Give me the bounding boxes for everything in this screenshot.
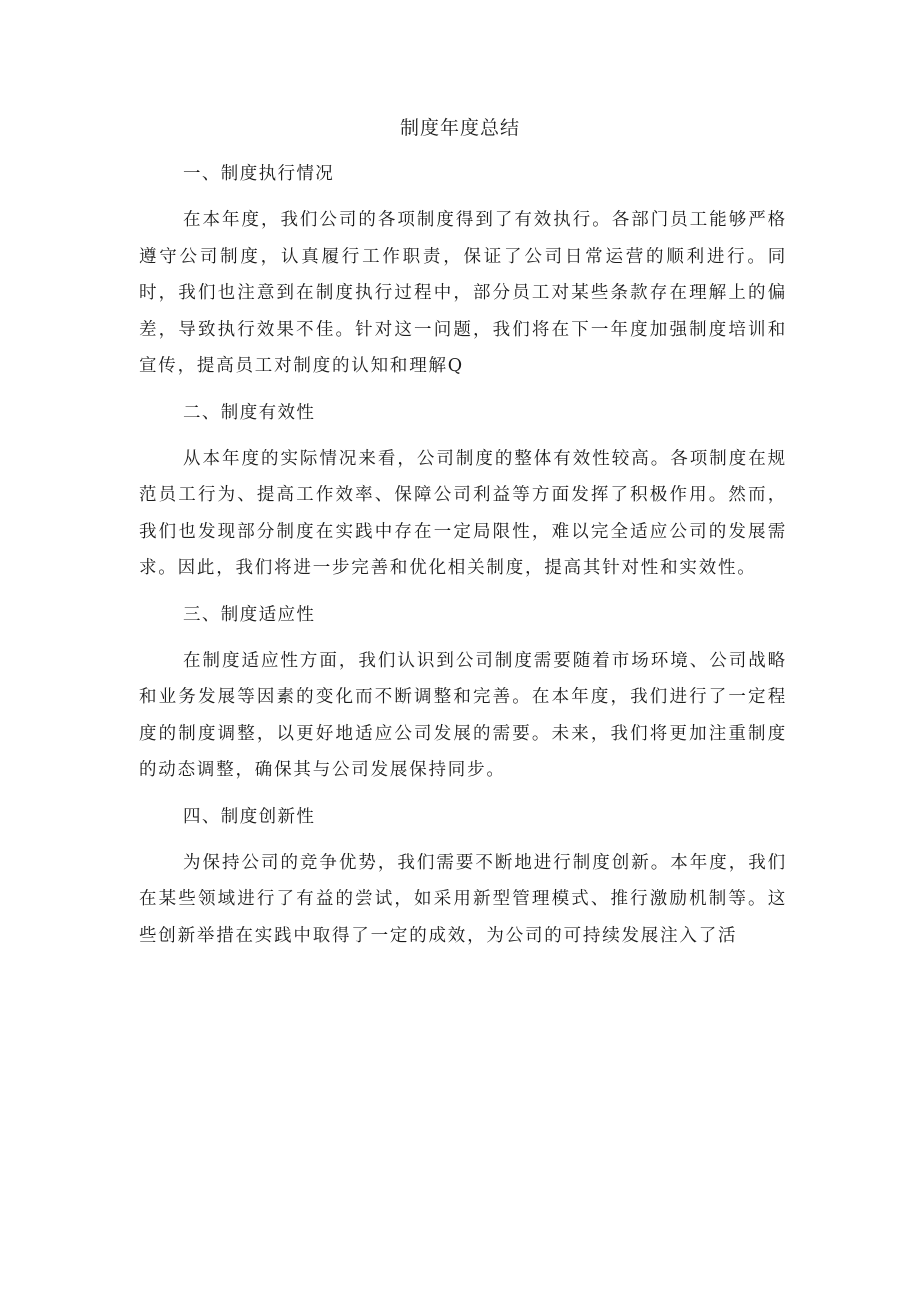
- section-paragraph: 在制度适应性方面，我们认识到公司制度需要随着市场环境、公司战略和业务发展等因素的变化而不断调整和完善。在本年度，我们进行了一定程度的制度调整，以更好地适应公司发展的需要。未来，我们将更加注重制度的动态调整，确保其与公司发展保持同步。: [139, 650, 787, 780]
- section-heading: 二、制度有效性: [183, 402, 316, 423]
- section-paragraph: 为保持公司的竞争优势，我们需要不断地进行制度创新。本年度，我们在某些领域进行了有益的尝试，如采用新型管理模式、推行激励机制等。这些创新举措在实践中取得了一定的成效，为公司的可持续发展注入了活: [139, 852, 787, 946]
- section-execution: [139, 156, 787, 385]
- section-effectiveness: [139, 395, 787, 587]
- section-heading: 三、制度适应性: [183, 604, 316, 625]
- document-title: 制度年度总结: [399, 117, 520, 139]
- section-adaptability: [139, 597, 787, 789]
- section-heading: 一、制度执行情况: [183, 164, 335, 184]
- section-paragraph: 从本年度的实际情况来看，公司制度的整体有效性较高。各项制度在规范员工行为、提高工作效率、保障公司利益等方面发挥了积极作用。然而，我们也发现部分制度在实践中存在一定局限性，难以完全适应公司的发展需求。因此，我们将进一步完善和优化相关制度，提高其针对性和实效性。: [139, 448, 787, 578]
- section-heading: 四、制度创新性: [183, 806, 316, 827]
- section-paragraph: 在本年度，我们公司的各项制度得到了有效执行。各部门员工能够严格遵守公司制度，认真履行工作职责，保证了公司日常运营的顺利进行。同时，我们也注意到在制度执行过程中，部分员工对某些条款存在理解上的偏差，导致执行效果不佳。针对这一问题，我们将在下一年度加强制度培训和宣传，提高员工对制度的认知和理解Q: [139, 210, 787, 376]
- section-innovation: [139, 799, 787, 955]
- document-body: [139, 156, 787, 954]
